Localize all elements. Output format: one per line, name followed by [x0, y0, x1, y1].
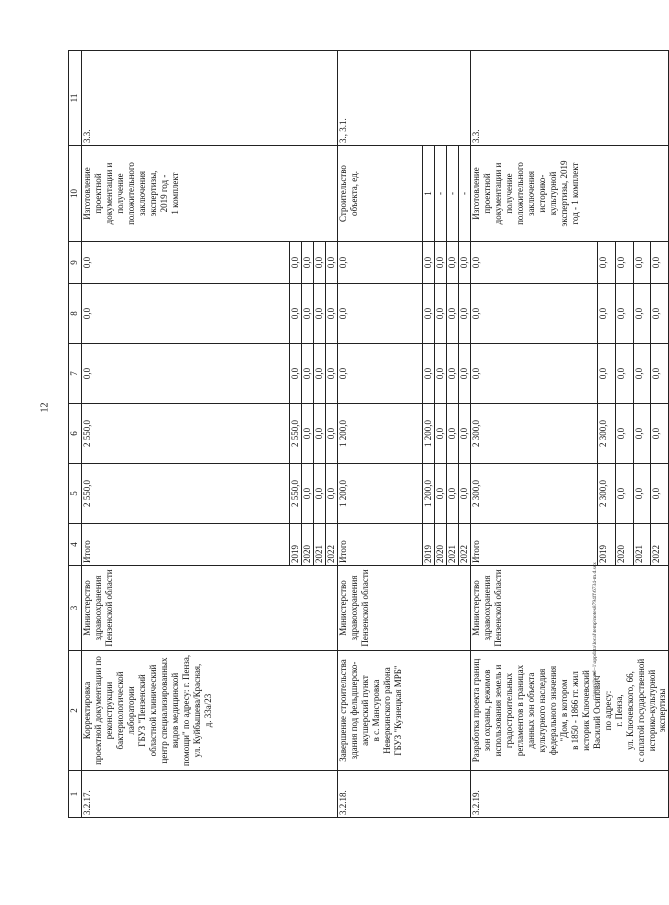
value-cell: 2 550,0	[290, 404, 302, 464]
value-cell: 0,0	[338, 242, 423, 284]
value-cell: 2 300,0	[471, 464, 598, 524]
year-cell: 2022	[326, 524, 338, 566]
value-cell: 1 200,0	[338, 404, 423, 464]
result-value: -	[435, 146, 447, 242]
value-cell: 0,0	[423, 344, 435, 404]
table-row	[471, 51, 598, 818]
value-cell: 0,0	[651, 242, 669, 284]
value-cell: 0,0	[651, 284, 669, 344]
value-cell: 0,0	[447, 404, 459, 464]
value-cell: 0,0	[447, 344, 459, 404]
value-cell: 0,0	[302, 464, 314, 524]
row-result: Изготовление проектной документации и получение положительного заключения историко- культурной экспертизы, 2019 год - 1 комплект	[471, 146, 669, 242]
value-cell: 0,0	[423, 284, 435, 344]
col-header: 6	[69, 404, 82, 464]
value-cell: 2 550,0	[82, 404, 290, 464]
value-cell: 0,0	[651, 404, 669, 464]
value-cell: 0,0	[435, 404, 447, 464]
value-cell: 0,0	[615, 284, 633, 344]
year-cell: Итого	[471, 524, 598, 566]
row-id: 3.2.17.	[82, 771, 338, 818]
col-header: 1	[69, 771, 82, 818]
value-cell: 0,0	[471, 344, 598, 404]
year-cell: 2020	[615, 524, 633, 566]
value-cell: 0,0	[459, 344, 471, 404]
year-cell: 2022	[459, 524, 471, 566]
value-cell: 0,0	[314, 344, 326, 404]
value-cell: 0,0	[82, 284, 290, 344]
value-cell: 0,0	[471, 284, 598, 344]
value-cell: 0,0	[447, 242, 459, 284]
header-row	[69, 51, 82, 818]
row-ref: 3.3.	[471, 51, 669, 146]
col-header: 8	[69, 284, 82, 344]
value-cell: 0,0	[447, 284, 459, 344]
value-cell: 0,0	[633, 284, 651, 344]
value-cell: 0,0	[338, 284, 423, 344]
value-cell: 0,0	[338, 344, 423, 404]
value-cell: 0,0	[615, 404, 633, 464]
row-name: Корректировка проектной документации по реконструкции бактериологической лаборатории ГБУЗ "Пензенский областной клинический центр специализированных видов медицинской помощи" по адресу: г. Пенза, ул. Куйбышева/Красная, д. 33а/23	[82, 651, 338, 771]
row-name: Завершение строительства здания под фельдшерско- акушерский пункт в с. Мансуровка Неверкинского района ГБУЗ "Кузнецкая МРБ"	[338, 651, 471, 771]
value-cell: 0,0	[326, 284, 338, 344]
value-cell: 0,0	[435, 464, 447, 524]
value-cell: 0,0	[459, 464, 471, 524]
value-cell: 0,0	[326, 464, 338, 524]
year-cell: 2020	[302, 524, 314, 566]
value-cell: 0,0	[290, 242, 302, 284]
col-header: 7	[69, 344, 82, 404]
program-table	[68, 50, 669, 818]
value-cell: 2 300,0	[597, 404, 615, 464]
value-cell: 0,0	[615, 242, 633, 284]
row-ref: 3.3.	[82, 51, 338, 146]
year-cell: Итого	[338, 524, 423, 566]
value-cell: 0,0	[290, 284, 302, 344]
value-cell: 0,0	[435, 344, 447, 404]
year-cell: 2019	[423, 524, 435, 566]
col-header: 11	[69, 51, 82, 146]
value-cell: 0,0	[459, 404, 471, 464]
value-cell: 0,0	[326, 242, 338, 284]
value-cell: 0,0	[651, 344, 669, 404]
value-cell: 0,0	[326, 404, 338, 464]
value-cell: 0,0	[447, 464, 459, 524]
value-cell: 0,0	[633, 242, 651, 284]
row-executor: Министерство здравоохранения Пензенской области	[338, 566, 471, 651]
value-cell: 0,0	[435, 284, 447, 344]
result-value: -	[447, 146, 459, 242]
value-cell: 0,0	[615, 464, 633, 524]
col-header: 4	[69, 524, 82, 566]
value-cell: 0,0	[314, 242, 326, 284]
page-number: 12	[39, 402, 51, 413]
table-row	[338, 51, 423, 818]
value-cell: 0,0	[82, 242, 290, 284]
col-header: 3	[69, 566, 82, 651]
value-cell: 2 550,0	[290, 464, 302, 524]
row-executor: Министерство здравоохранения Пензенской области	[82, 566, 338, 651]
row-id: 3.2.19.	[471, 771, 669, 818]
result-value: 1	[423, 146, 435, 242]
year-cell: 2021	[633, 524, 651, 566]
value-cell: 0,0	[290, 344, 302, 404]
col-header: 10	[69, 146, 82, 242]
value-cell: 1 200,0	[423, 404, 435, 464]
value-cell: 0,0	[633, 464, 651, 524]
year-cell: 2019	[597, 524, 615, 566]
value-cell: 0,0	[597, 242, 615, 284]
value-cell: 0,0	[302, 404, 314, 464]
value-cell: 1 200,0	[423, 464, 435, 524]
col-header: 9	[69, 242, 82, 284]
row-id: 3.2.18.	[338, 771, 471, 818]
result-header: Строительство объекта, ед.	[338, 146, 423, 242]
value-cell: 0,0	[471, 242, 598, 284]
value-cell: 0,0	[459, 284, 471, 344]
value-cell: 0,0	[314, 404, 326, 464]
year-cell: Итого	[82, 524, 290, 566]
value-cell: 0,0	[302, 242, 314, 284]
year-cell: 2020	[435, 524, 447, 566]
year-cell: 2021	[314, 524, 326, 566]
year-cell: 2022	[651, 524, 669, 566]
col-header: 5	[69, 464, 82, 524]
row-result: Изготовление проектной документации и получение положительного заключения экспертизы, 2019 год - 1 комплект	[82, 146, 338, 242]
col-header: 2	[69, 651, 82, 771]
row-name: Разработка проекта границ зон охраны, режимов использования земель и градостроительных регламентов в границах данных зон объекта культурного наследия федерального значения "Дом, в котором в 1850 - 1866 гг. жил историк Ключевский Василий Осипович" по адресу: г. Пенза, ул. Ключевского, 66, с оплатой государственной историко-культурной экспертизы	[471, 651, 669, 771]
year-cell: 2021	[447, 524, 459, 566]
value-cell: 0,0	[82, 344, 290, 404]
value-cell: 0,0	[302, 344, 314, 404]
value-cell: 0,0	[423, 242, 435, 284]
value-cell: 0,0	[651, 464, 669, 524]
value-cell: 2 300,0	[471, 404, 598, 464]
value-cell: 1 200,0	[338, 464, 423, 524]
value-cell: 2 300,0	[597, 464, 615, 524]
value-cell: 0,0	[597, 344, 615, 404]
result-value: -	[459, 146, 471, 242]
footer-file-path: c:\users\borel~1\appdata\local\temp\notes8794ff\6734-m.d.scx	[592, 562, 598, 700]
value-cell: 0,0	[302, 284, 314, 344]
value-cell: 2 550,0	[82, 464, 290, 524]
year-cell: 2019	[290, 524, 302, 566]
value-cell: 0,0	[314, 284, 326, 344]
value-cell: 0,0	[435, 242, 447, 284]
value-cell: 0,0	[314, 464, 326, 524]
value-cell: 0,0	[326, 344, 338, 404]
row-ref: 3., 3.1.	[338, 51, 471, 146]
value-cell: 0,0	[597, 284, 615, 344]
value-cell: 0,0	[633, 344, 651, 404]
value-cell: 0,0	[633, 404, 651, 464]
row-executor: Министерство здравоохранения Пензенской области	[471, 566, 669, 651]
value-cell: 0,0	[615, 344, 633, 404]
value-cell: 0,0	[459, 242, 471, 284]
table-row	[82, 51, 290, 818]
